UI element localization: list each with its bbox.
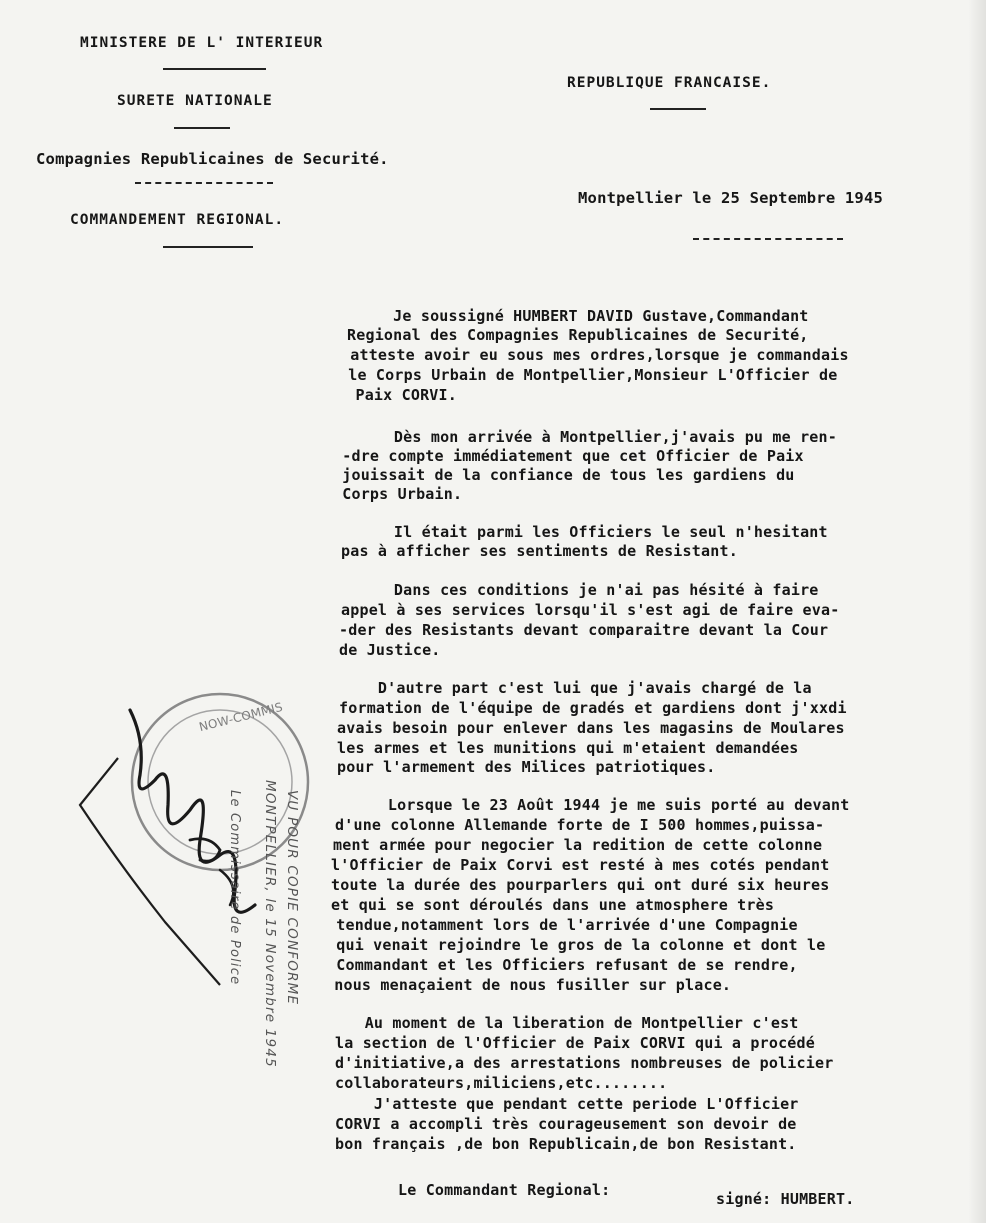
signature-signed: signé: HUMBERT. <box>716 1190 855 1208</box>
header-rule <box>174 127 230 129</box>
signature-title: Le Commandant Regional: <box>398 1181 611 1199</box>
body-line: le Corps Urbain de Montpellier,Monsieur L'Officier de <box>339 366 838 384</box>
body-line: l'Officier de Paix Corvi est resté à mes cotés pendant <box>331 856 830 874</box>
body-line: Regional des Compagnies Republicaines de Securité, <box>347 326 809 344</box>
body-line: bon français ,de bon Republicain,de bon Resistant. <box>335 1135 797 1153</box>
body-line: la section de l'Officier de Paix CORVI qui a procédé <box>335 1034 815 1052</box>
scan-edge-shadow <box>968 0 986 1223</box>
body-line: nous menaçaient de nous fusiller sur place. <box>325 976 732 994</box>
body-line: Je soussigné HUMBERT DAVID Gustave,Commandant <box>347 307 809 325</box>
body-line: CORVI a accompli très courageusement son devoir de <box>335 1115 797 1133</box>
body-line: d'initiative,a des arrestations nombreuses de policier <box>335 1054 834 1072</box>
body-line: Au moment de la liberation de Montpellier c'est <box>337 1014 799 1032</box>
body-line: formation de l'équipe de gradés et gardiens dont j'xxdi <box>339 699 847 717</box>
header-rule <box>163 68 266 70</box>
commandement-heading: COMMANDEMENT REGIONAL. <box>70 212 285 228</box>
surete-heading: SURETE NATIONALE <box>117 93 273 109</box>
body-line: ment armée pour negocier la redition de cette colonne <box>333 836 823 854</box>
seal-text: NOW-COMMIS <box>197 699 285 735</box>
body-line: les armes et les munitions qui m'etaient demandées <box>337 739 799 757</box>
certification-office: Le Commissaire de Police <box>227 790 242 986</box>
body-line: J'atteste que pendant cette periode L'Officier <box>337 1095 799 1113</box>
body-line: atteste avoir eu sous mes ordres,lorsque je commandais <box>341 346 849 364</box>
body-line: -dre compte immédiatement que cet Officier de Paix <box>333 447 804 465</box>
body-line: Lorsque le 23 Août 1944 je me suis porté au devant <box>351 796 850 814</box>
date-dash-rule <box>693 238 843 240</box>
republique-heading: REPUBLIQUE FRANCAISE. <box>567 75 772 91</box>
header-dash-rule <box>135 182 273 184</box>
body-line: D'autre part c'est lui que j'avais chargé de la <box>341 679 812 697</box>
header-rule <box>163 246 253 248</box>
body-line: collaborateurs,miliciens,etc........ <box>335 1074 668 1092</box>
body-line: Dès mon arrivée à Montpellier,j'avais pu me ren- <box>357 428 837 446</box>
body-line: qui venait rejoindre le gros de la colonne et dont le <box>327 936 826 954</box>
body-line: Commandant et les Officiers refusant de se rendre, <box>327 956 798 974</box>
body-line: pas à afficher ses sentiments de Resistant. <box>341 542 738 560</box>
certification-place-date: MONTPELLIER, le 15 Novembre 1945 <box>262 780 278 1068</box>
body-line: toute la durée des pourparlers qui ont duré six heures <box>331 876 830 894</box>
body-line: Dans ces conditions je n'ai pas hésité à faire <box>357 581 819 599</box>
body-line: appel à ses services lorsqu'il s'est agi de faire eva- <box>341 601 840 619</box>
body-line: et qui se sont déroulés dans une atmosphere très <box>331 896 775 914</box>
ministry-heading: MINISTERE DE L' INTERIEUR <box>80 35 324 51</box>
body-line: jouissait de la confiance de tous les gardiens du <box>333 466 795 484</box>
header-rule <box>650 108 706 110</box>
compagnies-heading: Compagnies Republicaines de Securité. <box>36 150 389 168</box>
body-line: Paix CORVI. <box>337 386 457 404</box>
date-line: Montpellier le 25 Septembre 1945 <box>578 189 884 207</box>
certification-text: VU POUR COPIE CONFORME <box>284 790 300 1006</box>
body-line: de Justice. <box>339 641 441 659</box>
body-line: avais besoin pour enlever dans les magasins de Moulares <box>337 719 845 737</box>
body-line: d'une colonne Allemande forte de I 500 hommes,puissa- <box>335 816 825 834</box>
body-line: pour l'armement des Milices patriotiques. <box>337 758 716 776</box>
body-line: Il était parmi les Officiers le seul n'hesitant <box>357 523 828 541</box>
body-line: tendue,notamment lors de l'arrivée d'une Compagnie <box>327 916 798 934</box>
body-line: Corps Urbain. <box>333 485 463 503</box>
body-line: -der des Resistants devant comparaitre devant la Cour <box>339 621 829 639</box>
